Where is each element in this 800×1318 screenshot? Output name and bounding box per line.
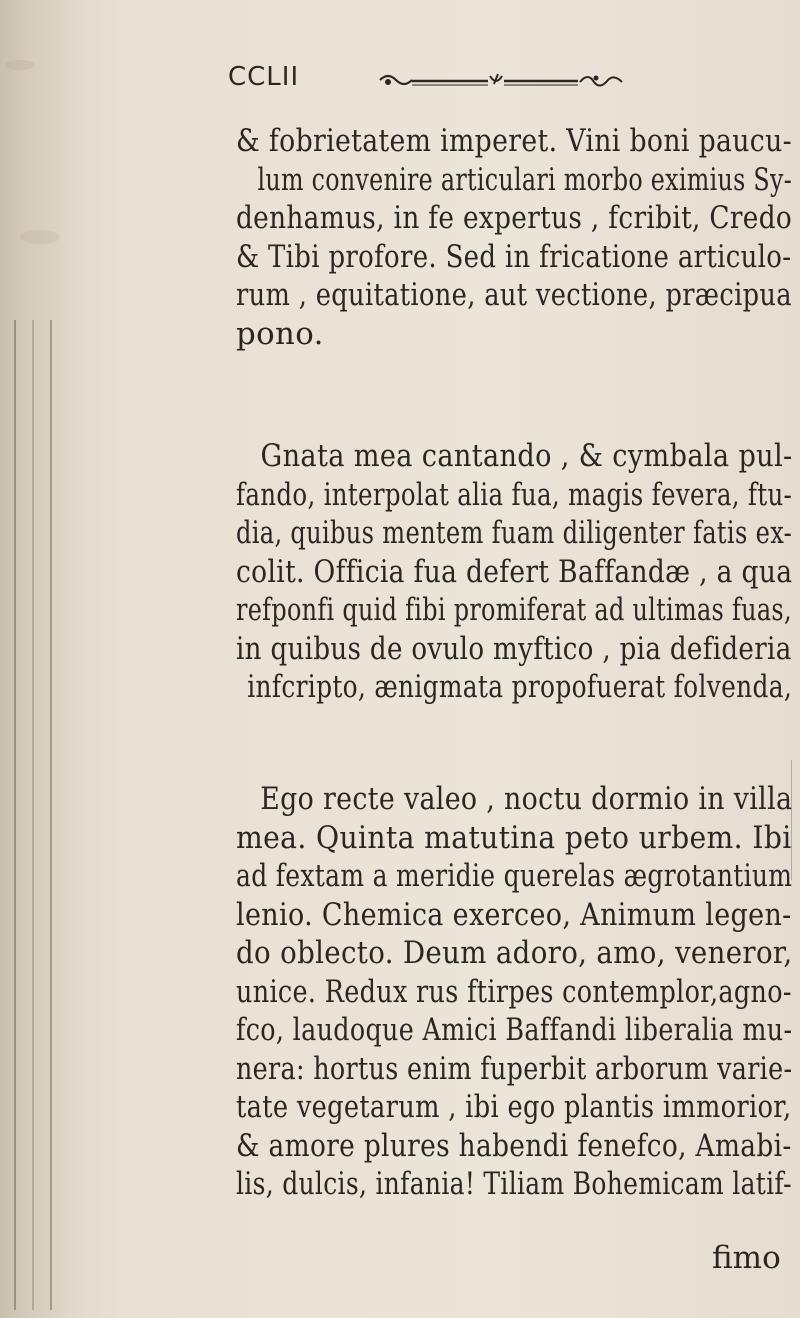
- folio-number: CCLII: [228, 62, 300, 92]
- text-line: mea. Quinta matutina peto urbem. Ibi: [236, 819, 792, 856]
- text-line: do oblecto. Deum adoro, amo, veneror,: [236, 935, 793, 971]
- text-line: infcripto, ænigmata propofuerat folvenda,: [247, 669, 793, 705]
- paragraph-1: [236, 122, 796, 353]
- header-ornament-icon: [378, 70, 628, 92]
- text-line: pono.: [236, 315, 324, 352]
- binding-edge-line: [32, 320, 34, 1310]
- text-line: lis, dulcis, infania! Tiliam Bohemicam latif-: [236, 1166, 792, 1202]
- binding-edge-line: [14, 320, 16, 1310]
- text-line: lenio. Chemica exerceo, Animum legen-: [236, 896, 792, 933]
- catchword: fimo: [712, 1240, 781, 1276]
- paragraph-2: [236, 437, 796, 707]
- text-line: Gnata mea cantando , & cymbala pul-: [260, 438, 793, 474]
- paragraph-3: [236, 780, 796, 1204]
- running-header: [228, 62, 668, 98]
- paper-stain: [5, 60, 35, 70]
- text-line: fando, interpolat alia fua, magis fevera, ftu-: [236, 476, 793, 513]
- text-line: refponfi quid fibi promiferat ad ultimas fuas,: [236, 592, 792, 628]
- text-line: in quibus de ovulo myftico , pia defideria: [236, 630, 792, 667]
- text-line: & Tibi profore. Sed in fricatione articulo-: [236, 238, 792, 275]
- text-line: & amore plures habendi fenefco, Amabi-: [236, 1127, 792, 1164]
- text-line: denhamus, in fe expertus , fcribit, Credo: [236, 200, 793, 236]
- text-line: ad fextam a meridie querelas ægrotantium: [236, 858, 793, 894]
- text-line: Ego recte valeo , noctu dormio in villa: [260, 781, 793, 817]
- text-line: dia, quibus mentem fuam diligenter fatis ex-: [236, 515, 793, 551]
- text-line: lum convenire articulari morbo eximius Sy-: [257, 161, 793, 198]
- text-line: unice. Redux rus ftirpes contemplor,agno-: [236, 973, 792, 1010]
- text-line: tate vegetarum , ibi ego plantis immorior,: [236, 1089, 792, 1125]
- text-line: fco, laudoque Amici Baffandi liberalia mu-: [236, 1012, 793, 1048]
- page-gutter: [0, 0, 70, 1318]
- binding-edge-line: [50, 320, 52, 1310]
- text-line: nera: hortus enim fuperbit arborum varie-: [236, 1050, 793, 1087]
- paper-stain: [20, 230, 60, 244]
- text-line: rum , equitatione, aut vectione, præcipua: [236, 277, 792, 313]
- text-line: colit. Officia fua defert Baffandæ , a qua: [236, 553, 793, 590]
- text-line: & fobrietatem imperet. Vini boni paucu-: [236, 123, 793, 159]
